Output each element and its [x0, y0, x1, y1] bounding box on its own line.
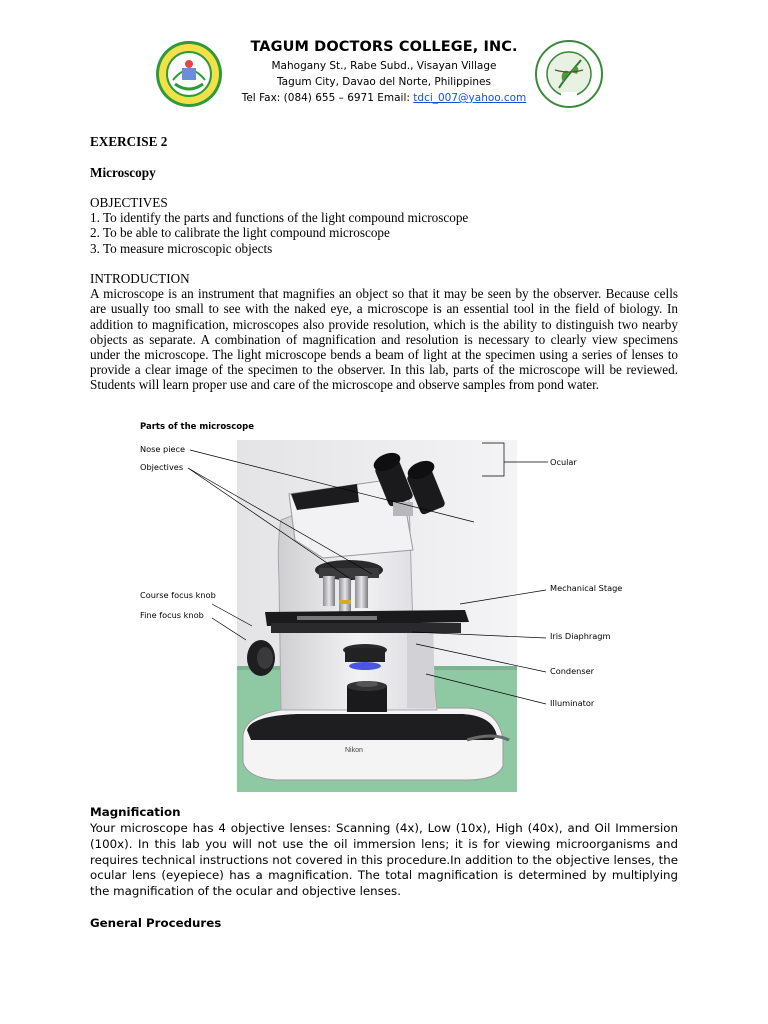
label-iris-diaphragm: Iris Diaphragm — [550, 631, 611, 641]
objective-item: 1. To identify the parts and functions of the light compound microscope — [90, 210, 469, 226]
tel-fax-text: Tel Fax: (084) 655 – 6971 Email: — [241, 92, 414, 104]
objectives-section — [90, 195, 678, 256]
general-procedures-heading: General Procedures — [90, 916, 222, 930]
address-line-1: Mahogany St., Rabe Subd., Visayan Village — [271, 60, 497, 72]
brand-label: Nikon — [345, 747, 363, 754]
label-nose-piece: Nose piece — [140, 444, 186, 454]
label-objectives: Objectives — [140, 462, 184, 472]
objective-item: 2. To be able to calibrate the light compound microscope — [90, 225, 390, 241]
introduction-section — [90, 271, 678, 393]
microscope-figure — [120, 418, 650, 794]
label-leader-lines — [120, 418, 650, 794]
label-course-focus-knob: Course focus knob — [140, 590, 216, 600]
contact-line — [200, 92, 568, 104]
label-mechanical-stage: Mechanical Stage — [550, 583, 623, 593]
magnification-heading: Magnification — [90, 805, 181, 819]
label-fine-focus-knob: Fine focus knob — [140, 610, 204, 620]
introduction-heading: INTRODUCTION — [90, 271, 190, 286]
exercise-title: EXERCISE 2 — [90, 134, 168, 149]
introduction-paragraph: A microscope is an instrument that magnifies an object so that it may be seen by the observer. Because cells are usually too small to see with the naked eye, a microscope is an essential tool in the field of biology. In addition to magnification, microscopes also provide resolution, which is the ability to distinguish two nearby objects as separate. A combination of magnification and resolution is necessary to clearly view specimens under the microscope. The light microscope bends a beam of light at the specimen using a series of lenses to provide a clear image of the specimen to the observer. In this lab, parts of the microscope will be reviewed. Students will learn proper use and care of the microscope and observe samples from pond water. — [90, 286, 678, 393]
biology-department-seal-logo — [535, 40, 603, 108]
letterhead — [0, 0, 768, 120]
objectives-heading: OBJECTIVES — [90, 195, 168, 210]
objective-item: 3. To measure microscopic objects — [90, 240, 273, 256]
topic-title: Microscopy — [90, 165, 156, 180]
email-link[interactable]: tdci_007@yahoo.com — [413, 92, 527, 104]
label-condenser: Condenser — [550, 666, 595, 676]
figure-caption: Parts of the microscope — [140, 422, 254, 432]
label-ocular: Ocular — [550, 457, 577, 467]
magnification-paragraph: Your microscope has 4 objective lenses: Scanning (4x), Low (10x), High (40x), and Oil Immersion (100x). In this lab you will not use the oil immersion lens; it is for viewing microorganisms and requires technical instructions not covered in this procedure.In addition to the objective lenses, the ocular lens (eyepiece) has a magnification. The total magnification is determined by multiplying the magnification of the ocular and objective lenses. — [90, 821, 678, 899]
college-name: TAGUM DOCTORS COLLEGE, INC. — [250, 39, 518, 55]
address-line-2: Tagum City, Davao del Norte, Philippines — [277, 76, 491, 88]
label-illuminator: Illuminator — [550, 698, 595, 708]
